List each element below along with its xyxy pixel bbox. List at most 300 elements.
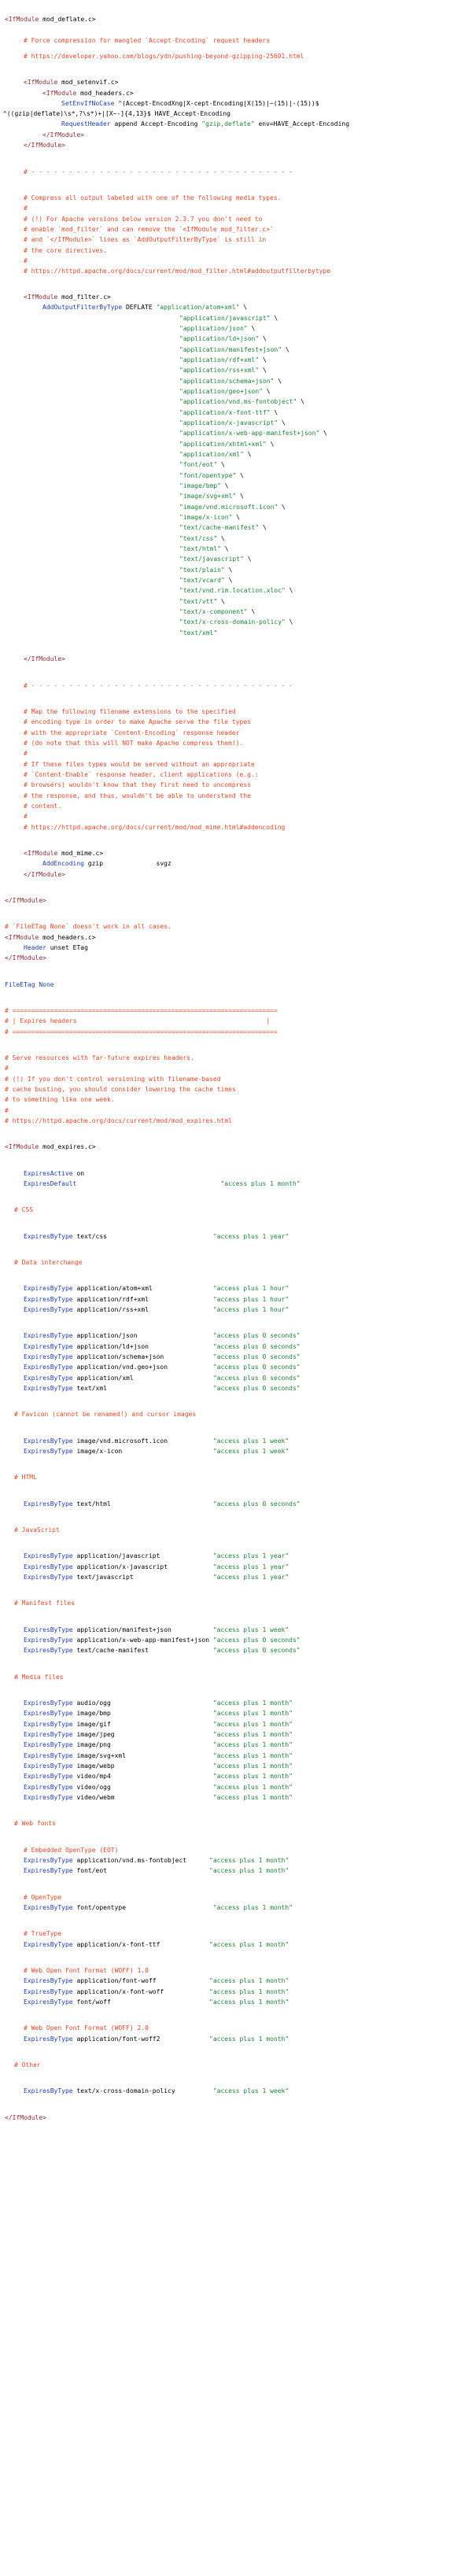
- code-line: [5, 1006, 278, 1016]
- code-line: [24, 1987, 289, 1997]
- plain-text: \: [220, 545, 229, 552]
- code-line: [24, 792, 251, 801]
- string-text: "access plus 1 month": [212, 1784, 293, 1791]
- string-text: "application/xhtml+xml": [179, 441, 267, 448]
- string-text: "access plus 1 week": [212, 2087, 289, 2094]
- code-line: [24, 1232, 289, 1242]
- directive-text: ExpiresByType: [24, 1762, 73, 1770]
- code-line: [5, 1116, 232, 1126]
- plain-text: mod_filter.c>: [57, 293, 111, 301]
- plain-text: application/atom+xml: [72, 1285, 213, 1292]
- code-line: [179, 377, 282, 386]
- code-line: [179, 450, 252, 459]
- string-text: "access plus 0 seconds": [212, 1647, 301, 1654]
- plain-text: \: [259, 356, 267, 364]
- comment-text: # https://developer.yahoo.com/blogs/ydn/pushing-beyond-gzipping-25601.html: [24, 53, 304, 60]
- string-text: "image/x-icon": [179, 514, 233, 521]
- comment-text: # ======================================================================: [5, 1028, 278, 1035]
- string-text: "access plus 0 seconds": [212, 1385, 301, 1392]
- string-text: "access plus 1 month": [212, 1904, 293, 1911]
- directive-text: AddEncoding: [42, 860, 84, 867]
- comment-text: # `Content-Enable` response header, client applications (e.g.:: [24, 771, 259, 778]
- code-line: [24, 1846, 118, 1855]
- plain-text: \: [217, 598, 225, 605]
- string-text: "access plus 0 seconds": [212, 1375, 301, 1382]
- string-text: "text/vnd.rim.location.xloc": [179, 587, 286, 594]
- code-line: [24, 1856, 289, 1866]
- string-text: "application/x-web-app-manifest+json": [179, 430, 320, 437]
- string-text: "access plus 1 month": [209, 2035, 289, 2043]
- code-line: [14, 1819, 56, 1829]
- code-line: [14, 1673, 64, 1682]
- code-line: [179, 356, 267, 365]
- plain-text: video/mp4: [72, 1773, 213, 1780]
- code-line: [24, 1793, 293, 1803]
- string-text: "application/x-javascript": [179, 419, 278, 426]
- directive-text: ExpiresByType: [24, 1353, 73, 1360]
- code-line: [42, 131, 84, 140]
- code-line: [42, 859, 171, 869]
- plain-text: \: [278, 419, 286, 426]
- plain-text: application/schema+json: [72, 1353, 213, 1360]
- plain-text: env=HAVE_Accept-Encoding: [254, 120, 350, 127]
- plain-text: application/x-javascript: [72, 1563, 213, 1570]
- plain-text: application/x-font-woff: [72, 1988, 210, 1995]
- plain-text: image/svg+xml: [72, 1752, 213, 1759]
- plain-text: image/vnd.microsoft.icon: [72, 1437, 213, 1445]
- directive-text: ExpiresByType: [24, 1731, 73, 1738]
- code-line: [24, 943, 88, 953]
- comment-text: # Web Open Font Format (WOFF) 1.0: [24, 1967, 149, 1974]
- string-text: "application/rdf+xml": [179, 356, 260, 364]
- comment-text: # Embedded OpenType (EOT): [24, 1847, 119, 1854]
- code-line: [24, 194, 282, 203]
- string-text: "access plus 1 month": [212, 1721, 293, 1728]
- code-line: [24, 256, 28, 266]
- code-line: [24, 681, 293, 691]
- code-line: [179, 492, 244, 501]
- code-line: [24, 1751, 293, 1761]
- plain-text: DEFLATE: [122, 304, 157, 311]
- code-line: [5, 922, 171, 932]
- directive-text: ExpiresByType: [24, 1784, 73, 1791]
- string-text: "text/html": [179, 545, 221, 552]
- plain-text: video/ogg: [72, 1784, 213, 1791]
- plain-text: text/javascript: [72, 1574, 213, 1581]
- comment-text: # https://httpd.apache.org/docs/current/mod/mod_filter.html#addoutputfilterbytype: [24, 268, 331, 275]
- plain-text: font/eot: [72, 1867, 210, 1874]
- code-line: [179, 629, 217, 638]
- directive-text: ExpiresByType: [24, 1626, 73, 1633]
- directive-text: ExpiresByType: [24, 1500, 73, 1508]
- code-line: [24, 1740, 293, 1750]
- directive-text: ExpiresByType: [24, 1375, 73, 1382]
- string-text: "access plus 1 month": [212, 1731, 293, 1738]
- string-text: "access plus 1 year": [212, 1552, 289, 1559]
- plain-text: ^((gzip|deflate)\s*,?\s*)+|[X~-]{4,13}$ HAVE_Accept-Encoding: [3, 110, 230, 117]
- code-line: [14, 1473, 37, 1482]
- plain-text: text/css: [72, 1233, 213, 1240]
- comment-text: # Media files: [14, 1674, 64, 1681]
- plain-text: \: [247, 608, 256, 615]
- string-text: "access plus 1 year": [212, 1563, 289, 1570]
- comment-text: # encoding type in order to make Apache serve the file types: [24, 718, 251, 725]
- directive-text: ExpiresByType: [24, 1794, 73, 1801]
- comment-text: # https://httpd.apache.org/docs/current/mod/mod_expires.html: [5, 1117, 232, 1124]
- tag-text: </IfModule>: [42, 131, 84, 138]
- string-text: "text/vtt": [179, 598, 218, 605]
- string-text: "access plus 0 seconds": [212, 1637, 301, 1644]
- comment-text: #: [5, 1107, 9, 1114]
- code-line: [179, 345, 289, 355]
- code-line: [24, 1363, 301, 1372]
- plain-text: ^(Accept-EncodXng|X-cept-Encoding|X(15)|~(15)|-(15))$: [114, 100, 319, 107]
- plain-text: application/json: [72, 1332, 213, 1339]
- plain-text: \: [217, 461, 225, 468]
- code-line: [179, 460, 225, 470]
- plain-text: \: [243, 451, 252, 458]
- plain-text: \: [270, 409, 278, 416]
- directive-text: ExpiresDefault: [24, 1180, 77, 1187]
- plain-text: gzip svgz: [83, 860, 171, 867]
- plain-text: \: [278, 504, 286, 511]
- plain-text: append Accept-Encoding: [110, 120, 202, 127]
- directive-text: ExpiresByType: [24, 1904, 73, 1911]
- code-line: [24, 1384, 301, 1393]
- code-line: [24, 781, 251, 790]
- comment-text: # Web fonts: [14, 1820, 56, 1827]
- code-line: [24, 1353, 301, 1362]
- code-line: [24, 802, 61, 811]
- plain-text: \: [224, 577, 233, 584]
- plain-text: unset ETag: [46, 944, 88, 951]
- code-line: [24, 1447, 289, 1456]
- code-line: [24, 1893, 61, 1902]
- plain-text: on: [72, 1170, 85, 1177]
- code-line: [24, 1762, 293, 1771]
- string-text: "access plus 1 month": [212, 1741, 293, 1748]
- code-line: [14, 2061, 41, 2070]
- string-text: "access plus 1 month": [209, 1998, 289, 2006]
- code-line: [24, 1730, 293, 1740]
- directive-text: ExpiresByType: [24, 1857, 73, 1864]
- code-line: [179, 482, 229, 491]
- code-line: [5, 1142, 96, 1152]
- string-text: "gzip,deflate": [201, 120, 255, 127]
- directive-text: ExpiresByType: [24, 1988, 73, 1995]
- code-line: [5, 2113, 46, 2123]
- string-text: "application/atom+xml": [156, 304, 240, 311]
- plain-text: \: [217, 535, 225, 542]
- code-line: [24, 168, 293, 177]
- code-line: [14, 1526, 60, 1535]
- string-text: "text/css": [179, 535, 218, 542]
- code-line: [5, 980, 54, 990]
- plain-text: \: [282, 346, 289, 353]
- code-line: [5, 1095, 115, 1105]
- directive-text: FileETag: [5, 981, 35, 988]
- string-text: "access plus 1 month": [212, 1773, 293, 1780]
- code-line: [24, 1305, 289, 1315]
- code-line: [24, 1772, 293, 1781]
- code-line: [24, 729, 240, 738]
- directive-text: SetEnvIfNoCase: [61, 100, 115, 107]
- code-line: [14, 1599, 75, 1608]
- string-text: "text/xml": [179, 629, 218, 637]
- code-line: [24, 1284, 289, 1294]
- code-line: [24, 1374, 301, 1383]
- comment-text: # the response, and thus, wouldn't be able to understand the: [24, 792, 251, 799]
- string-text: "access plus 0 seconds": [212, 1332, 301, 1339]
- code-line: [179, 366, 267, 375]
- tag-text: </IfModule>: [5, 897, 46, 904]
- code-line: [5, 1064, 9, 1073]
- code-line: [24, 849, 103, 858]
- directive-text: ExpiresByType: [24, 1941, 73, 1948]
- plain-text: mod_headers.c>: [39, 934, 96, 941]
- code-line: [24, 1966, 149, 1976]
- string-text: "access plus 1 week": [212, 1626, 289, 1633]
- directive-text: ExpiresActive: [24, 1170, 73, 1177]
- plain-text: image/webp: [72, 1762, 213, 1770]
- code-line: [24, 2035, 289, 2044]
- code-line: [24, 1295, 289, 1305]
- code-line: [24, 78, 118, 87]
- directive-text: ExpiresByType: [24, 1563, 73, 1570]
- code-line: [24, 1929, 61, 1939]
- tag-text: <IfModule: [5, 1143, 39, 1150]
- plain-text: application/xml: [72, 1375, 213, 1382]
- code-line: [24, 141, 65, 150]
- string-text: "application/x-font-ttf": [179, 409, 271, 416]
- code-line: [24, 1331, 301, 1341]
- plain-text: application/rdf+xml: [72, 1296, 213, 1303]
- plain-text: \: [239, 304, 248, 311]
- directive-text: ExpiresByType: [24, 1752, 73, 1759]
- plain-text: application/vnd.ms-fontobject: [72, 1857, 210, 1864]
- directive-text: ExpiresByType: [24, 1306, 73, 1313]
- plain-text: image/x-icon: [72, 1448, 213, 1455]
- code-line: [5, 933, 96, 943]
- tag-text: <IfModule: [24, 79, 58, 86]
- plain-text: image/jpeg: [72, 1731, 213, 1738]
- code-line: [24, 823, 285, 832]
- code-line: [24, 246, 107, 256]
- string-text: "application/json": [179, 325, 248, 332]
- tag-text: </IfModule>: [24, 871, 65, 878]
- comment-text: # ======================================================================: [5, 1007, 278, 1014]
- directive-text: ExpiresByType: [24, 1867, 73, 1874]
- plain-text: \: [266, 441, 275, 448]
- tag-text: </IfModule>: [24, 655, 65, 662]
- string-text: "application/vnd.ms-fontobject": [179, 398, 297, 405]
- code-line: [24, 812, 28, 821]
- plain-text: \: [270, 315, 278, 322]
- comment-text: # Serve resources with far-future expires headers.: [5, 1054, 194, 1061]
- string-text: "access plus 1 month": [209, 1857, 289, 1864]
- string-text: "access plus 1 week": [212, 1448, 289, 1455]
- string-text: "access plus 1 year": [212, 1574, 289, 1581]
- comment-text: # and `</IfModule>` lines as `AddOutputFilterByType` is still in: [24, 236, 267, 243]
- tag-text: </IfModule>: [5, 954, 46, 961]
- plain-text: application/ld+json: [72, 1343, 213, 1350]
- code-line: [24, 1342, 301, 1352]
- plain-text: application/font-woff: [72, 1977, 210, 1984]
- code-line: [61, 99, 319, 109]
- comment-text: #: [24, 750, 28, 757]
- code-line: [24, 1626, 289, 1635]
- string-text: "access plus 0 seconds": [212, 1500, 301, 1508]
- plain-text: application/manifest+json: [72, 1626, 213, 1633]
- code-line: [179, 566, 232, 575]
- comment-text: # with the appropriate `Content-Encoding` response header: [24, 729, 240, 736]
- directive-text: Header: [24, 944, 46, 951]
- tag-text: </IfModule>: [24, 142, 65, 149]
- comment-text: # - - - - - - - - - - - - - - - - - - - - - - - - - - - - - - - - - - -: [24, 682, 293, 689]
- string-text: "access plus 1 month": [212, 1752, 293, 1759]
- code-line: [24, 1179, 301, 1189]
- comment-text: #: [24, 813, 28, 820]
- string-text: "image/bmp": [179, 482, 221, 489]
- code-line: [24, 1552, 289, 1561]
- plain-text: \: [232, 514, 241, 521]
- tag-text: <IfModule: [24, 293, 58, 301]
- code-line: [24, 1709, 293, 1718]
- comment-text: # If these files types would be served without an appropriate: [24, 761, 255, 768]
- plain-text: image/bmp: [72, 1710, 213, 1717]
- code-line: [179, 513, 240, 522]
- string-text: "access plus 1 week": [212, 1437, 289, 1445]
- plain-text: \: [224, 566, 233, 574]
- directive-text: ExpiresByType: [24, 1437, 73, 1445]
- string-text: "application/rss+xml": [179, 367, 260, 374]
- string-text: "application/ld+json": [179, 335, 260, 342]
- plain-text: image/png: [72, 1741, 213, 1748]
- string-text: "text/cache-manifest": [179, 524, 260, 531]
- directive-text: ExpiresByType: [24, 2087, 73, 2094]
- string-text: "access plus 1 month": [212, 1710, 293, 1717]
- directive-text: ExpiresByType: [24, 1637, 73, 1644]
- comment-text: # JavaScript: [14, 1526, 60, 1533]
- directive-text: ExpiresByType: [24, 1647, 73, 1654]
- code-line: [3, 109, 230, 119]
- string-text: "access plus 1 hour": [212, 1285, 289, 1292]
- code-line: [5, 1017, 270, 1026]
- directive-text: ExpiresByType: [24, 1285, 73, 1292]
- directive-text: ExpiresByType: [24, 1710, 73, 1717]
- code-line: [5, 1085, 236, 1094]
- tag-text: <IfModule: [24, 850, 58, 857]
- code-line: [42, 89, 134, 98]
- code-line: [179, 555, 252, 564]
- string-text: "access plus 0 seconds": [212, 1353, 301, 1360]
- code-line: [24, 2024, 149, 2033]
- plain-text: \: [259, 524, 267, 531]
- code-line: [24, 204, 28, 213]
- comment-text: # cache busting, you should consider lowering the cache times: [5, 1086, 236, 1093]
- code-line: [5, 1075, 221, 1084]
- code-line: [24, 1636, 301, 1645]
- plain-text: \: [220, 482, 229, 489]
- comment-text: #: [24, 205, 28, 212]
- code-line: [179, 419, 286, 428]
- string-text: "text/vcard": [179, 577, 225, 584]
- plain-text: mod_deflate.c>: [39, 16, 96, 23]
- code-line: [24, 707, 236, 717]
- code-line: [179, 523, 267, 533]
- string-text: "access plus 1 month": [212, 1699, 293, 1707]
- string-text: "access plus 1 month": [209, 1941, 289, 1948]
- code-line: [179, 471, 244, 481]
- plain-text: video/webm: [72, 1794, 213, 1801]
- plain-text: text/cache-manifest: [72, 1647, 213, 1654]
- plain-text: application/javascript: [72, 1552, 213, 1559]
- directive-text: ExpiresByType: [24, 1233, 73, 1240]
- comment-text: # the core directives.: [24, 247, 107, 254]
- plain-text: \: [236, 472, 244, 479]
- directive-text: ExpiresByType: [24, 1552, 73, 1559]
- tag-text: <IfModule: [42, 90, 77, 97]
- code-line: [24, 1169, 84, 1179]
- directive-text: ExpiresByType: [24, 1343, 73, 1350]
- code-line: [179, 618, 293, 627]
- code-line: [24, 2087, 289, 2096]
- code-line: [24, 293, 111, 302]
- plain-text: application/x-font-ttf: [72, 1941, 210, 1948]
- string-text: "application/schema+json": [179, 378, 275, 385]
- comment-text: # CSS: [14, 1206, 34, 1213]
- code-line: [179, 597, 225, 607]
- comment-text: # Force compression for mangled `Accept-Encoding` request headers: [24, 37, 271, 44]
- code-line: [179, 334, 267, 344]
- string-text: "text/javascript": [179, 555, 244, 563]
- plain-text: \: [274, 378, 282, 385]
- plain-text: [76, 1180, 220, 1187]
- code-line: [5, 1106, 9, 1116]
- comment-text: # Favicon (cannot be renamed!) and cursor images: [14, 1411, 197, 1418]
- comment-text: # Web Open Font Format (WOFF) 2.0: [24, 2024, 149, 2032]
- code-line: [24, 1646, 301, 1655]
- directive-text: ExpiresByType: [24, 1977, 73, 1984]
- comment-text: # enable `mod_filter` and can remove the `<IfModule mod_filter.c>`: [24, 226, 274, 233]
- code-line: [14, 1205, 33, 1215]
- code-line: [179, 607, 255, 617]
- code-line: [24, 1976, 289, 1986]
- directive-text: ExpiresByType: [24, 1773, 73, 1780]
- string-text: "font/opentype": [179, 472, 237, 479]
- plain-text: application/vnd.geo+json: [72, 1364, 213, 1371]
- code-line: [179, 534, 225, 544]
- string-text: "access plus 1 month": [220, 1180, 301, 1187]
- directive-text: None: [39, 981, 54, 988]
- code-line: [24, 1563, 289, 1572]
- code-line: [179, 397, 304, 407]
- plain-text: \: [262, 388, 271, 395]
- directive-text: ExpiresByType: [24, 1721, 73, 1728]
- directive-text: ExpiresByType: [24, 1741, 73, 1748]
- code-line: [14, 1410, 196, 1419]
- string-text: "application/geo+json": [179, 388, 263, 395]
- string-text: "image/svg+xml": [179, 493, 237, 500]
- code-line: [24, 52, 304, 61]
- comment-text: # Other: [14, 2061, 41, 2069]
- comment-text: # (do note that this will NOT make Apache compress them!).: [24, 740, 244, 747]
- string-text: "text/plain": [179, 566, 225, 574]
- plain-text: \: [319, 430, 327, 437]
- plain-text: \: [285, 618, 293, 626]
- plain-text: text/html: [72, 1500, 213, 1508]
- code-line: [24, 1940, 289, 1950]
